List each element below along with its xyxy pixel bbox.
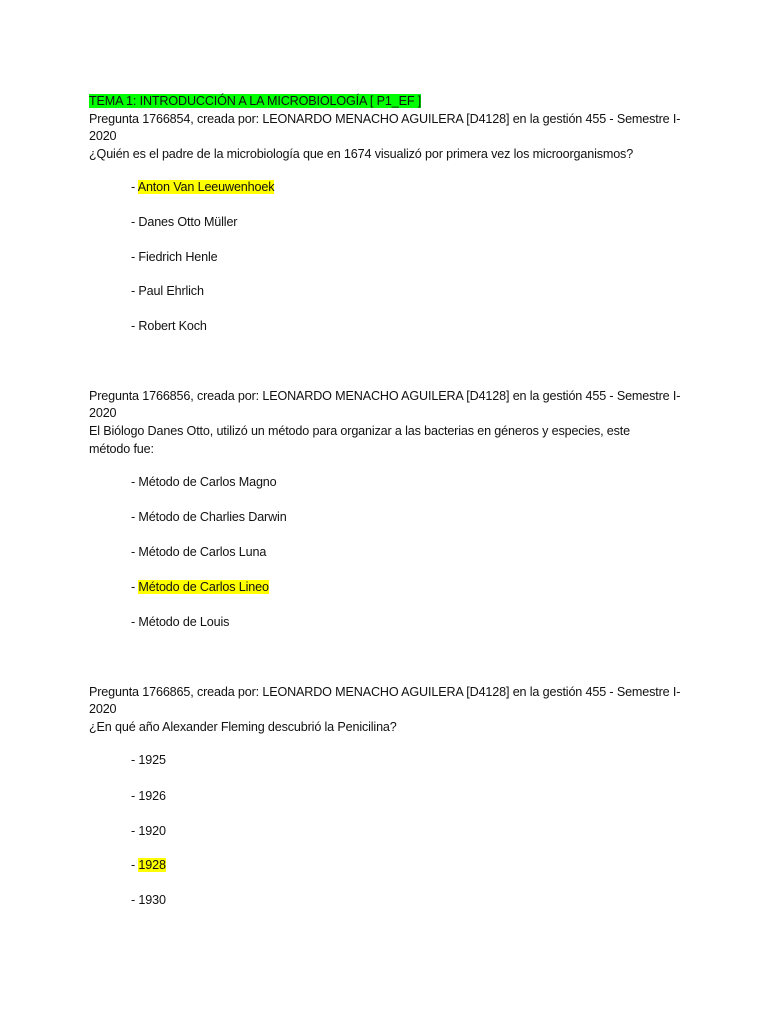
question-header-cont: 2020 — [89, 406, 117, 420]
option-dash: - — [131, 545, 139, 559]
answer-option — [131, 822, 166, 840]
option-label-correct: Método de Carlos Lineo — [138, 580, 269, 594]
option-label: 1925 — [138, 753, 166, 767]
option-dash: - — [131, 250, 139, 264]
option-label-correct: 1928 — [138, 858, 166, 872]
question-text: El Biólogo Danes Otto, utilizó un método para organizar a las bacterias en géneros y especies, este — [89, 424, 630, 438]
option-label: Método de Louis — [138, 615, 230, 629]
option-label: 1930 — [138, 893, 166, 907]
option-dash: - — [131, 893, 139, 907]
answer-option — [131, 543, 266, 561]
answer-option — [131, 282, 204, 300]
option-label: Método de Charlies Darwin — [138, 510, 287, 524]
option-label: Fiedrich Henle — [138, 250, 218, 264]
answer-option — [131, 508, 287, 526]
option-label: 1920 — [138, 824, 166, 838]
topic-heading-text: TEMA 1: INTRODUCCIÓN A LA MICROBIOLOGÍA [ P1_EF ] — [89, 94, 422, 108]
answer-option — [131, 248, 218, 266]
option-dash: - — [131, 824, 139, 838]
option-label: 1926 — [138, 789, 166, 803]
option-dash: - — [131, 753, 139, 767]
answer-option — [131, 473, 277, 491]
answer-option — [131, 578, 269, 596]
option-dash: - — [131, 510, 139, 524]
question-text-cont: método fue: — [89, 442, 154, 456]
topic-heading — [89, 92, 421, 110]
question-text: ¿Quién es el padre de la microbiología que en 1674 visualizó por primera vez los microorganismos? — [89, 147, 634, 161]
option-label: Danes Otto Müller — [138, 215, 238, 229]
option-label-correct: Anton Van Leeuwenhoek — [137, 180, 275, 194]
option-dash: - — [131, 858, 139, 872]
question-header: Pregunta 1766856, creada por: LEONARDO MENACHO AGUILERA [D4128] en la gestión 455 - Semestre I- — [89, 389, 681, 403]
question-header-cont: 2020 — [89, 129, 117, 143]
answer-option — [131, 856, 166, 874]
answer-option — [131, 613, 229, 631]
question-header: Pregunta 1766865, creada por: LEONARDO MENACHO AGUILERA [D4128] en la gestión 455 - Semestre I- — [89, 685, 681, 699]
answer-option — [131, 891, 166, 909]
option-dash: - — [131, 180, 138, 194]
question-header-cont: 2020 — [89, 702, 117, 716]
answer-option — [131, 787, 166, 805]
option-dash: - — [131, 789, 139, 803]
option-dash: - — [131, 319, 139, 333]
option-label: Método de Carlos Luna — [138, 545, 267, 559]
option-dash: - — [131, 475, 139, 489]
option-dash: - — [131, 580, 139, 594]
option-label: Paul Ehrlich — [138, 284, 204, 298]
answer-option — [131, 317, 207, 335]
option-dash: - — [131, 615, 139, 629]
answer-option — [131, 213, 237, 231]
option-label: Método de Carlos Magno — [138, 475, 277, 489]
option-dash: - — [131, 215, 139, 229]
option-label: Robert Koch — [138, 319, 207, 333]
answer-option — [131, 178, 274, 196]
answer-option — [131, 751, 166, 769]
question-text: ¿En qué año Alexander Fleming descubrió la Penicilina? — [89, 720, 397, 734]
question-header: Pregunta 1766854, creada por: LEONARDO MENACHO AGUILERA [D4128] en la gestión 455 - Semestre I- — [89, 112, 681, 126]
option-dash: - — [131, 284, 139, 298]
